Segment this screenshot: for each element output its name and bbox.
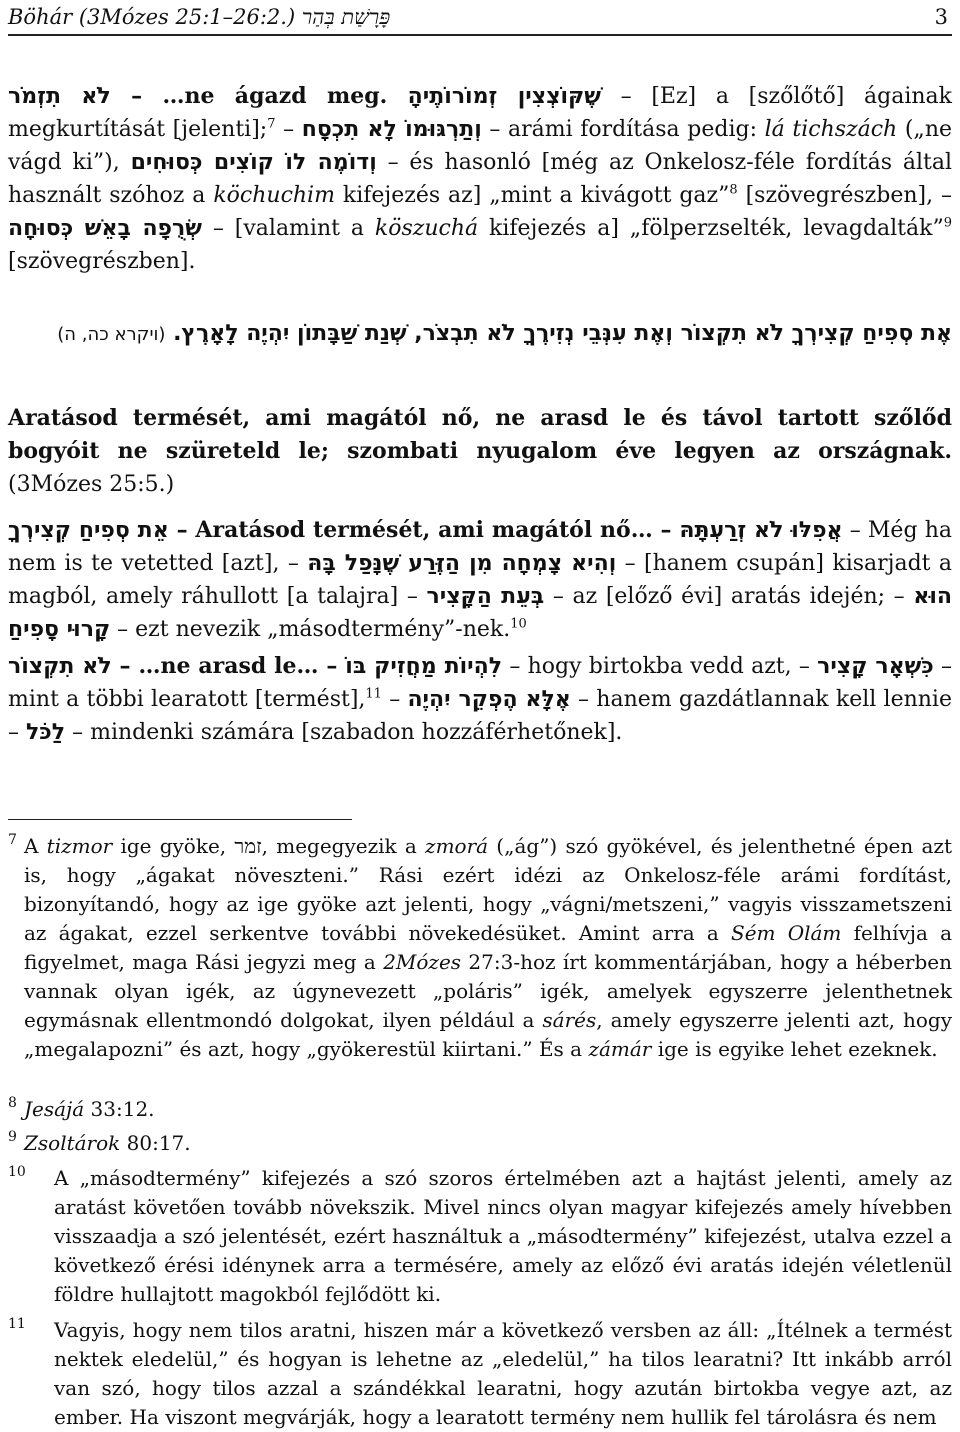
hebrew-root: זמר [234,834,262,858]
running-header [8,0,952,36]
hebrew-quote: וְדוֹמֶה לוֹ קוֹצִים כְּסוּחִים [130,150,377,175]
hebrew-quote: אֶלָּא הֶפְקֵר יִהְיֶה [407,687,571,712]
italic-term: Zsoltárok [24,1131,121,1155]
text: kifejezés az] „mint a kivágott gaz” [334,183,730,208]
footnote-number: 9 [8,1129,17,1145]
italic-term: 2Mózes [383,950,462,974]
text: – mindenki számára [szabadon hozzáférhetőnek]. [65,720,623,745]
italic-term: tizmor [46,834,113,858]
verse-source: (3Mózes 25:5.) [8,472,175,497]
verse-hebrew [8,317,952,351]
text: A [24,834,47,858]
italic-term: köszuchá [374,216,479,241]
commentary-paragraph-1 [8,80,952,278]
footnote-ref-9[interactable]: 9 [943,215,953,231]
text: – hanem gazdátlannak kell lennie – [8,687,952,745]
page-number: 3 [934,5,948,29]
text: – hogy birtokba vedd azt, – [502,654,818,679]
hebrew-quote: וְהִיא צָמְחָה מִן הַזֶּרַע שֶׁנָּפַל בָּהּ [307,551,617,576]
text: – [275,117,302,142]
text: 80:17. [120,1131,191,1155]
footnote-body [24,832,952,1064]
text: – arámi fordítása pedig: [481,117,765,142]
footnote-8 [8,1095,952,1124]
footnote-divider [8,819,352,820]
hebrew-quote: הוּא קָרוּי סָפִיחַ [8,584,953,642]
hebrew-quote: שְׂרֻפָה בָאֵשׁ כְּסוּחָה [8,216,202,241]
text: („ne vágd ki”), [8,117,953,175]
italic-term: sárés [542,1008,597,1032]
footnote-number: 7 [8,832,17,848]
footnote-11 [8,1316,952,1432]
footnote-ref-10[interactable]: 10 [510,616,527,632]
lemma-translation: – …ne arasd le… – [111,653,346,679]
hebrew-quote: כִּשְׁאָר קָצִיר [817,654,934,679]
footnote-body: Vagyis, hogy nem tilos aratni, hiszen már a következő versben az áll: „Ítélnek a termést nektek eledelül,” és hogyan is lehetne az „eledelül,” ha tilos learatni? Itt inkább arról van szó, hogy tilos azzal a szándékkal learatni, hogy azután birtokba vegye azt, az ember. Ha viszont megvárják, hogy a learatott termény nem hullik fel tárolásra és nem [54,1318,952,1429]
footnote-body [24,1095,952,1124]
text: ige is egyike lehet ezeknek. [651,1037,938,1061]
header-title: Böhár (3Mózes 25:1–26:2.) פָּרָשַׁת בְּהַר [8,5,391,29]
hebrew-quote: לִהְיוֹת מַחֲזִיק בּוֹ [345,654,503,679]
hebrew-lemma: לֹא תִזְמֹר [8,84,111,109]
footnote-ref-8[interactable]: 8 [729,182,738,198]
hebrew-quote: וְתַרְגּוּמוֹ לָא תִכְסָח [301,117,482,142]
text: – az [előző évi] aratás idején; – [544,584,914,609]
italic-term: lá tichszách [764,117,898,142]
text: („ág”) szó gyökével, és jelenthetné épen azt is, hogy „ágakat növeszteni.” Rási ezért idézi az Onkelosz-féle arámi fordítást, bizonyítandó, hogy az ige gyöke azt jelenti, hogy „vágni/metszeni,” vagyis visszametszeni az ágakat, ezzel serkentve további növekedésüket. Amint arra a [24,834,953,945]
text: felhívja a figyelmet, maga Rási jegyzi meg a [24,921,953,974]
italic-term: Sém Olám [731,921,842,945]
verse-text-hungarian: Aratásod termését, ami magától nő, ne arasd le és távol tartott szőlőd bogyóit ne szüreteld le; szombati nyugalom éve legyen az országnak. [8,405,952,464]
footnote-7 [8,832,952,1064]
footnote-number: 8 [8,1095,17,1111]
commentary-paragraph-2 [8,514,952,646]
text: – [Ez] a [szőlőtő] ágainak megkurtítását [jelenti]; [8,84,952,142]
italic-term: zámár [588,1037,652,1061]
footnote-body: A „másodtermény” kifejezés a szó szoros értelmében azt a hajtást jelenti, amely az aratást követően tovább növekszik. Mivel nincs olyan magyar kifejezés amely hívebben visszaadja a szó jelentését, ezért használtuk a „másodtermény” kifejezést, utalva ezzel a következő érési idénynek arra a termésére, amely az előző évi aratás idején véletlenül földre hullajtott magokból fejlődött ki. [54,1166,952,1306]
hebrew-quote: שֶׁקּוֹצְצִין זְמוֹרוֹתֶיהָ [407,84,601,109]
verse-text-hebrew: אֶת סְפִיחַ קְצִירְךָ לֹא תִקְצוֹר וְאֶת עִנְּבֵי נְזִירֶךָ לֹא תִבְצֹר, שְׁנַת שַׁבָּתוֹן יִהְיֶה לָאָרֶץ. [173,321,952,346]
verse-reference-hebrew: (ויקרא כה, ה) [57,324,166,345]
italic-term: köchuchim [213,183,335,208]
lemma-translation: – Aratásod termését, ami magától nő… – [168,517,680,543]
text: [szövegrészben]. [8,249,196,274]
footnote-number: 10 [8,1164,26,1180]
verse-translation [8,402,952,501]
footnote-10 [8,1164,952,1309]
text: – és hasonló [még az Onkelosz-féle fordítás által használt szóhoz a [8,150,952,208]
hebrew-quote: לַכֹּל [26,720,66,745]
footnote-body [24,1129,952,1158]
text: – mint a többi learatott [termést], [8,654,952,712]
hebrew-quote: אֲפִלּוּ לֹא זְרַעְתָּהּ [679,518,843,543]
lemma-translation: – …ne ágazd meg. [110,83,408,109]
text: – [381,687,408,712]
text: – ezt nevezik „másodtermény”-nek. [110,617,511,642]
hebrew-lemma: אֵת סְפִיחַ קְצִירְךָ [8,518,169,543]
text: , megegyezik a [261,834,426,858]
commentary-paragraph-3 [8,650,952,749]
text: ige gyöke, [112,834,235,858]
footnote-9 [8,1129,952,1158]
footnote-ref-11[interactable]: 11 [365,686,382,702]
italic-term: Jesájá [24,1097,85,1121]
footnote-number: 11 [8,1316,26,1332]
text: – Még ha nem is te vetetted [azt], – [8,518,952,576]
text: 33:12. [84,1097,155,1121]
text: [szövegrészben], – [737,183,953,208]
text: – [hanem csupán] kisarjadt a magból, amely ráhullott [a talajra] – [8,551,952,609]
text: 27:3-hoz írt kommentárjában, hogy a héberben vannak olyan igék, az úgynevezett „poláris” igék, amelyek egyszerre jelenthetnek egymásnak ellentmondó dolgokat, ilyen például a [24,950,952,1032]
italic-term: zmorá [425,834,489,858]
text: , amely egyszerre jelenti azt, hogy „megalapozni” és azt, hogy „gyökerestül kiirtani.” És a [24,1008,952,1061]
text: kifejezés a] „fölperzselték, levagdalták” [478,216,944,241]
hebrew-lemma: לֹא תִקְצוֹר [8,654,112,679]
footnote-ref-7[interactable]: 7 [267,116,276,132]
text: – [valamint a [201,216,375,241]
hebrew-quote: בְּעֵת הַקָּצִיר [426,584,545,609]
